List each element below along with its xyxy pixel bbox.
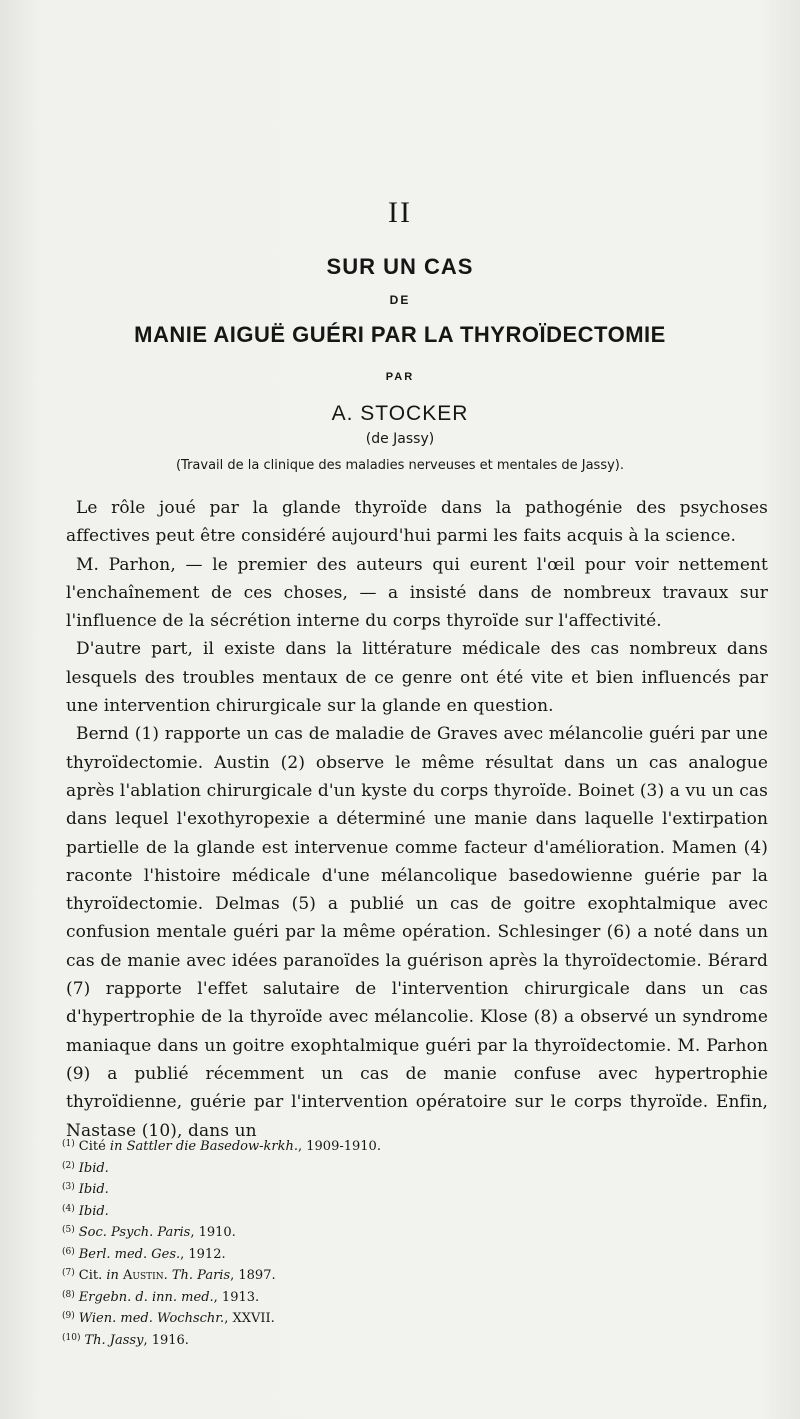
paragraph: Le rôle joué par la glande thyroïde dans la pathogénie des psychoses affectives peut être considéré aujourd'hui parmi les faits acquis à la science.	[66, 498, 768, 547]
footnote: $^{(2)}$ Ibid.	[62, 1160, 109, 1176]
footnote: $^{(1)}$ Cité in Sattler die Basedow-krkh., 1909-1910.	[62, 1139, 381, 1154]
paragraph: Bernd (1) rapporte un cas de maladie de Graves avec mélancolie guéri par une thyroïdectomie. Austin (2) observe le même résultat dans un cas analogue après l'ablation chirurgicale d'un kyste du corps thyroïde. Boinet (3) a vu un cas dans lequel l'exothyropexie a déterminé une manie dans laquelle l'extirpation partielle de la glande est intervenue comme facteur d'amélioration. Mamen (4) raconte l'histoire médicale d'une mélancolique basedowienne guérie par la thyroïdectomie. Delmas (5) a publié un cas de goitre exophtalmique avec confusion mentale guéri par la même opération. Schlesinger (6) a noté dans un cas de manie avec idées paranoïdes la guérison après la thyroïdectomie. Bérard (7) rapporte l'effet salutaire de l'intervention chirurgicale dans un cas d'hypertrophie de la thyroïde avec mélancolie. Klose (8) a observé un syndrome maniaque dans un goitre exophtalmique guéri par la thyroïdectomie. M. Parhon (9) a publié récemment un cas de manie confuse avec hypertrophie thyroïdienne, guérie par l'intervention opératoire sur le corps thyroïde. Enfin, Nastase (10), dans un	[66, 724, 768, 1141]
author-affiliation: (de Jassy)	[365, 431, 435, 447]
footnotes	[62, 1135, 381, 1350]
footnote: $^{(9)}$ Wien. med. Wochschr., XXVII.	[62, 1311, 275, 1326]
footnote: $^{(6)}$ Berl. med. Ges., 1912.	[62, 1246, 226, 1262]
paragraph: D'autre part, il existe dans la littérature médicale des cas nombreux dans lesquels des troubles mentaux de ce genre ont été vite et bien influencés par une intervention chirurgicale sur la glande en question.	[66, 639, 768, 717]
title-line-1: SUR UN CAS	[326, 254, 474, 279]
footnote: $^{(10)}$ Th. Jassy, 1916.	[62, 1332, 189, 1348]
author-name: A. STOCKER	[331, 402, 469, 425]
work-origin-note: (Travail de la clinique des maladies nerveuses et mentales de Jassy).	[175, 458, 625, 473]
footnote: $^{(7)}$ Cit. in Austin. Th. Paris, 1897.	[62, 1268, 276, 1283]
paragraph: M. Parhon, — le premier des auteurs qui eurent l'œil pour voir nettement l'enchaînement de ces choses, — a insisté dans de nombreux travaux sur l'influence de la sécrétion interne du corps thyroïde sur l'affectivité.	[66, 554, 768, 632]
byline-label: PAR	[385, 371, 415, 383]
footnote: $^{(3)}$ Ibid.	[62, 1182, 109, 1197]
footnote: $^{(4)}$ Ibid.	[62, 1203, 109, 1219]
chapter-number: II	[388, 196, 412, 229]
footnote: $^{(8)}$ Ergebn. d. inn. med., 1913.	[62, 1289, 260, 1305]
footnote: $^{(5)}$ Soc. Psych. Paris, 1910.	[62, 1225, 236, 1240]
title-connector: DE	[389, 293, 411, 307]
title-line-2: MANIE AIGUË GUÉRI PAR LA THYROÏDECTOMIE	[134, 322, 666, 347]
article-body	[66, 494, 768, 1145]
